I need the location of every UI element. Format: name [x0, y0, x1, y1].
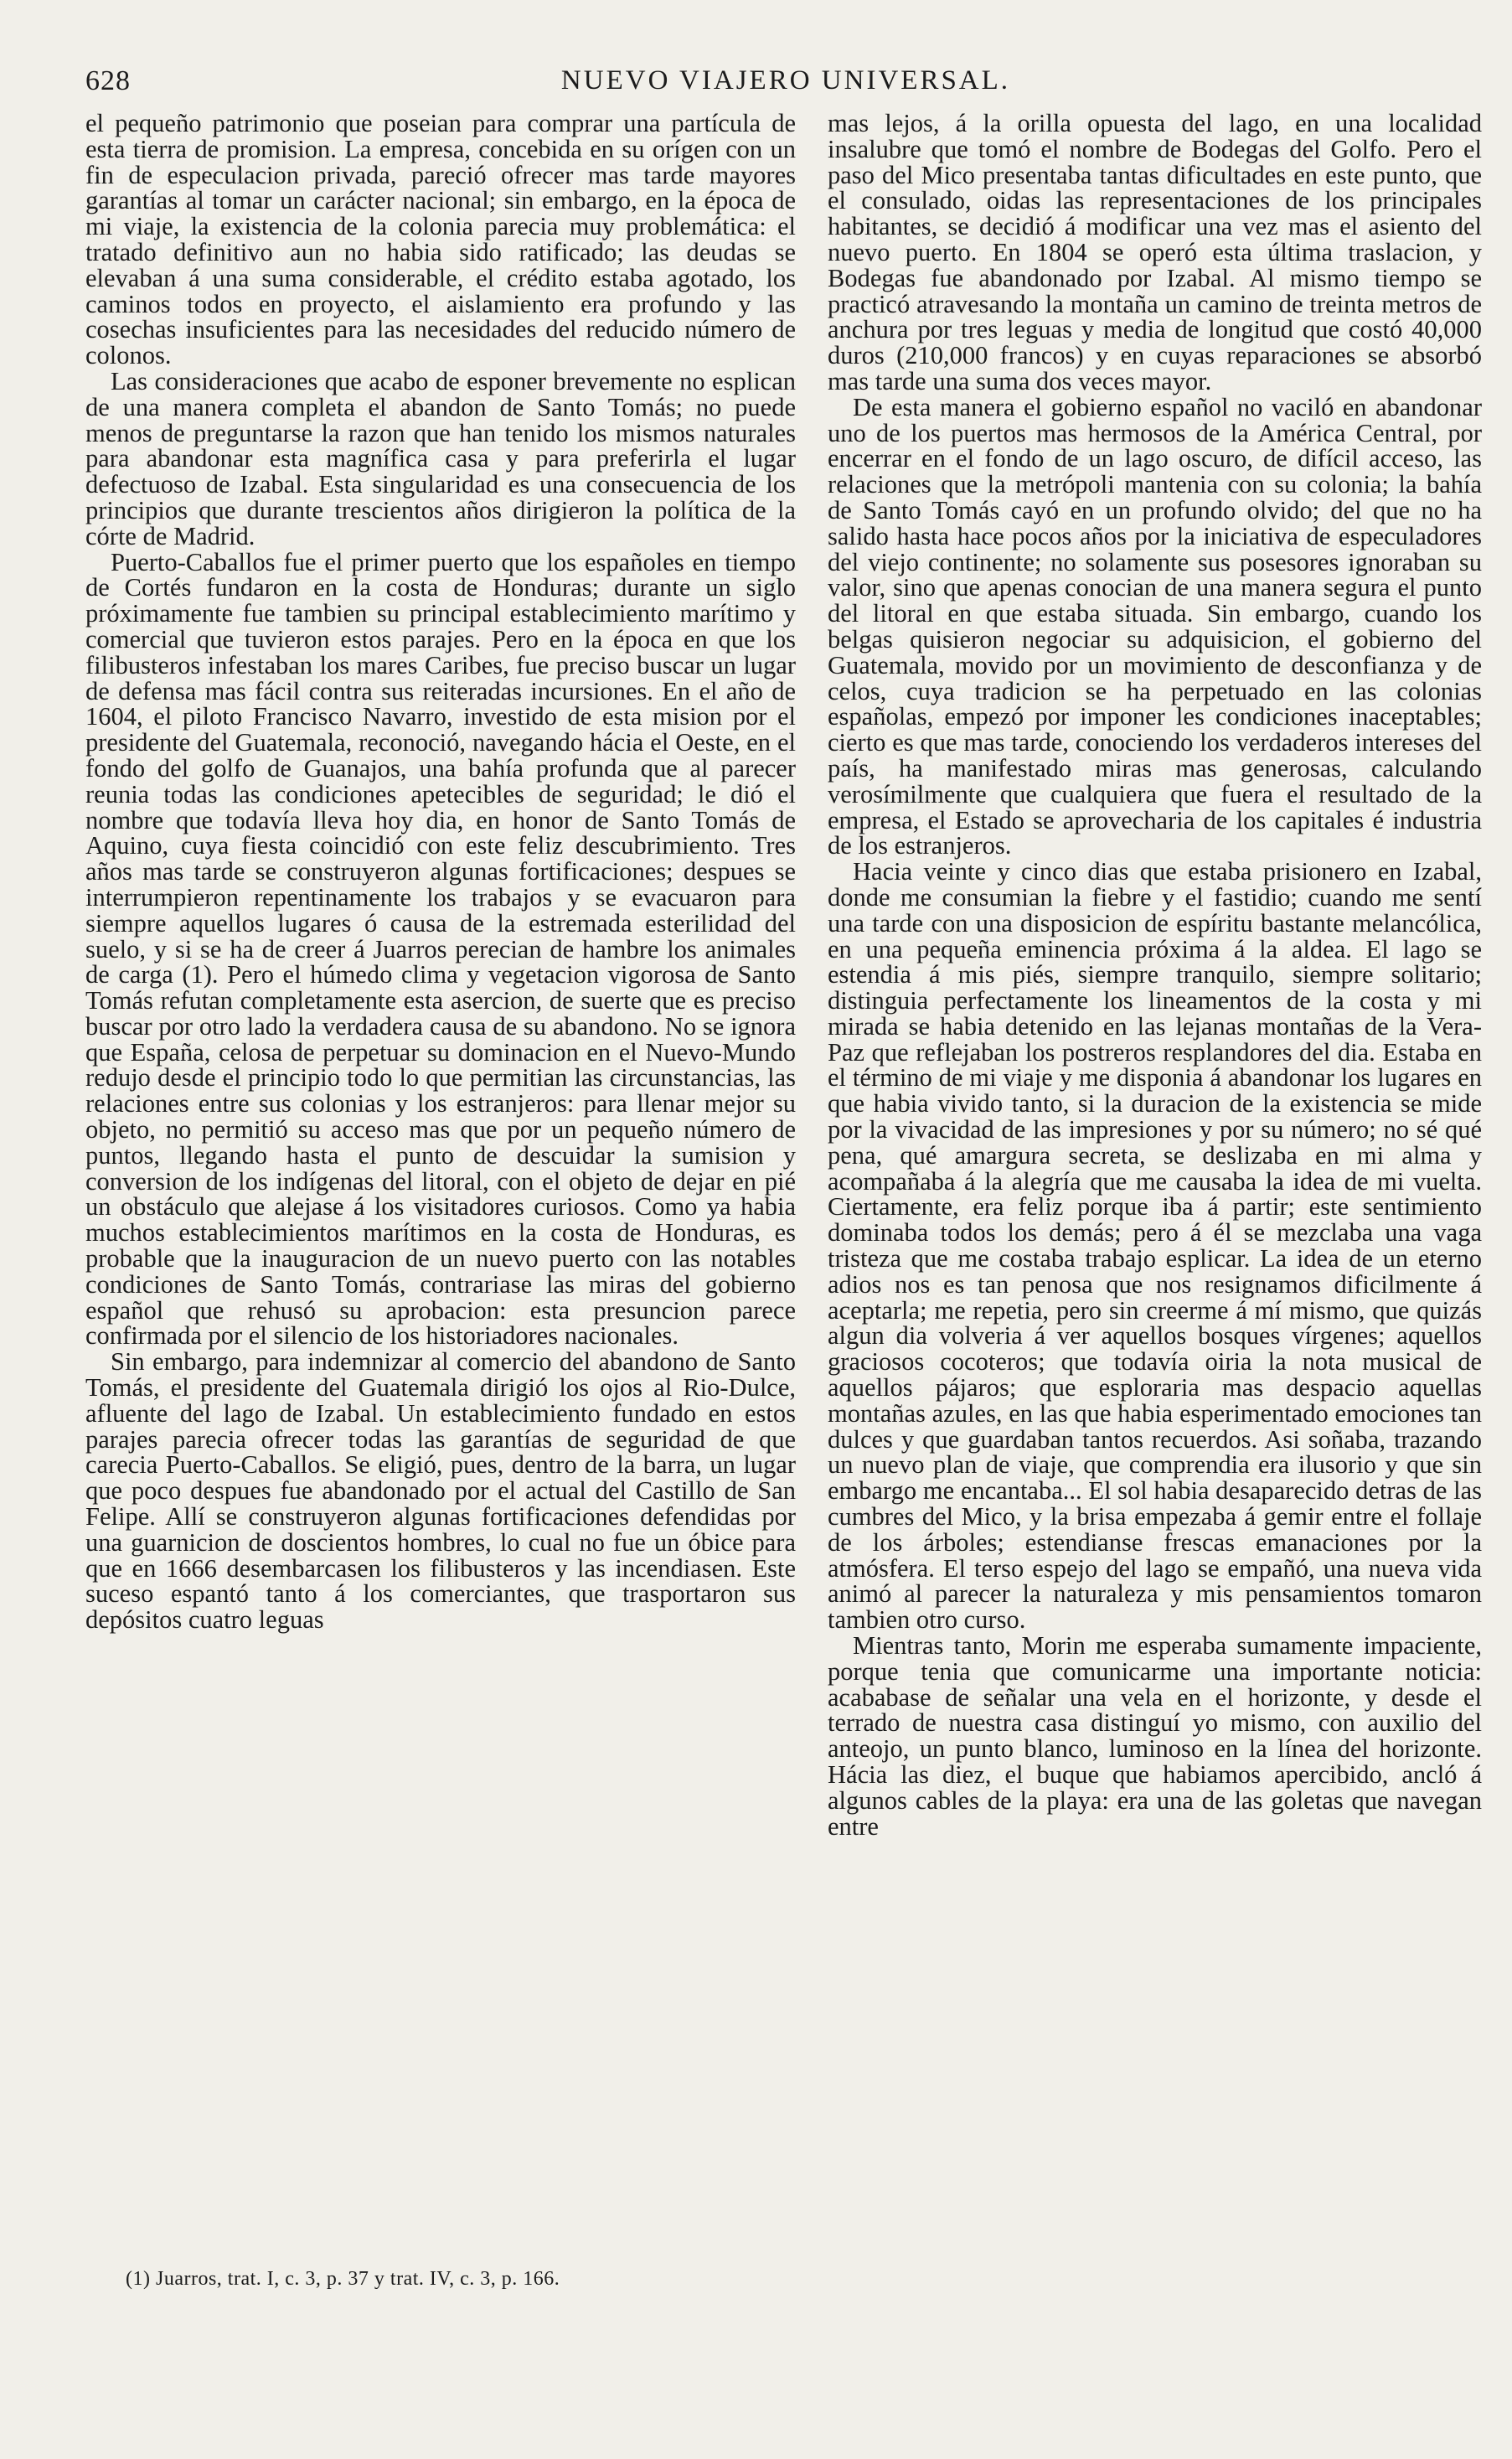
paragraph: Mientras tanto, Morin me esperaba sumamente impaciente, porque tenia que comunicarme una importante noticia: acababase de señalar una vela en el horizonte, y desde el terrado de nuestra casa distinguí yo mismo, con auxilio del anteojo, un punto blanco, luminoso en la línea del horizonte. Hácia las diez, el buque que habiamos apercibido, ancló á algunos cables de la playa: era una de las goletas que navegan entre [828, 1631, 1482, 1841]
footnote: (1) Juarros, trat. I, c. 3, p. 37 y trat. IV, c. 3, p. 166. [126, 2268, 560, 2290]
paragraph: De esta manera el gobierno español no vaciló en abandonar uno de los puertos mas hermosos de la América Central, por encerrar en el fondo de un lago oscuro, de difícil acceso, las relaciones que la metrópoli mantenia con su colonia; la bahía de Santo Tomás cayó en un profundo olvido; del que no ha salido hasta hace pocos años por la iniciativa de especuladores del viejo continente; no solamente sus posesores ignoraban su valor, sino que apenas conocian de una manera segura el punto del litoral en que estaba situada. Sin embargo, cuando los belgas quisieron negociar su adquisicion, el gobierno del Guatemala, movido por un movimiento de desconfianza y de celos, cuya tradicion se ha perpetuado en las colonias españolas, empezó por imponer les condiciones inaceptables; cierto es que mas tarde, conociendo los verdaderos intereses del país, ha manifestado miras mas generosas, calculando verosímilmente que cualquiera que fuera el resultado de la empresa, el Estado se aprovecharia de los capitales é industria de los estranjeros. [828, 392, 1482, 860]
paragraph: Las consideraciones que acabo de esponer brevemente no esplican de una manera completa el abandon de Santo Tomás; no puede menos de preguntarse la razon que han tenido los mismos naturales para abandonar esta magnífica casa y para preferirla el lugar defectuoso de Izabal. Esta singularidad es una consecuencia de los principios que durante trescientos años dirigieron la política de la córte de Madrid. [85, 366, 796, 550]
page-header [85, 65, 1486, 104]
paragraph: el pequeño patrimonio que poseian para comprar una partícula de esta tierra de promision. La empresa, concebida en su orígen con un fin de especulacion privada, pareció ofrecer mas tarde mayores garantías al tomar un carácter nacional; sin embargo, en la época de mi viaje, la existencia de la colonia parecia muy problemática: el tratado definitivo aun no habia sido ratificado; las deudas se elevaban á una suma considerable, el crédito estaba agotado, los caminos todos en proyecto, el aislamiento era profundo y las cosechas insuficientes para las necesidades del reducido número de colonos. [85, 109, 796, 370]
running-title: NUEVO VIAJERO UNIVERSAL. [560, 65, 1011, 96]
paragraph: Hacia veinte y cinco dias que estaba prisionero en Izabal, donde me consumian la fiebre y el fastidio; cuando me sentí una tarde con una disposicion de espíritu bastante melancólica, en una pequeña eminencia próxima á la aldea. El lago se estendia á mis piés, siempre tranquilo, siempre solitario; distinguia perfectamente los lineamentos de la costa y mi mirada se habia detenido en las lejanas montañas de la Vera-Paz que reflejaban los postreros resplandores del dia. Estaba en el término de mi viaje y me disponia á abandonar los lugares en que habia vivido tanto, si la duracion de la existencia se mide por la vivacidad de las impresiones y por su número; no sé qué pena, qué amargura secreta, se deslizaba en mi alma y acompañaba á la alegría que me causaba la idea de mi vuelta. Ciertamente, era feliz porque iba á partir; este sentimiento dominaba todos los demás; pero á él se mezclaba una vaga tristeza que me costaba trabajo esplicar. La idea de un eterno adios nos es tan penosa que nos resignamos dificilmente á aceptarla; me repetia, pero sin creerme á mí mismo, que quizás algun dia volveria á ver aquellos bosques vírgenes; aquellos graciosos cocoteros; que todavía oiria la nota musical de aquellos pájaros; que esploraria mas despacio aquellas montañas azules, en las que habia esperimentado emociones tan dulces y que guardaban tantos recuerdos. Asi soñaba, trazando un nuevo plan de viaje, que comprendia era ilusorio y que sin embargo me encantaba... El sol habia desaparecido detras de las cumbres del Mico, y la brisa empezaba á gemir entre el follaje de los árboles; estendianse frescas emanaciones por la atmósfera. El terso espejo del lago se empañó, una nueva vida animó al parecer la naturaleza y mis pensamientos tomaron tambien otro curso. [828, 857, 1482, 1635]
paragraph: Puerto-Caballos fue el primer puerto que los españoles en tiempo de Cortés fundaron en la costa de Honduras; durante un siglo próximamente fue tambien su principal establecimiento marítimo y comercial que tuvieron estos parajes. Pero en la época en que los filibusteros infestaban los mares Caribes, fue preciso buscar un lugar de defensa mas fácil contra sus reiteradas incursiones. En el año de 1604, el piloto Francisco Navarro, investido de esta mision por el presidente del Guatemala, reconoció, navegando hácia el Oeste, en el fondo del golfo de Guanajos, una bahía profunda que al parecer reunia todas las condiciones apetecibles de seguridad; le dió el nombre que todavía lleva hoy dia, en honor de Santo Tomás de Aquino, cuya fiesta coincidió con este feliz descubrimiento. Tres años mas tarde se construyeron algunas fortificaciones; despues se interrumpieron repentinamente los trabajos y se evacuaron para siempre aquellos lugares ó causa de la estremada esterilidad del suelo, y si se ha de creer á Juarros perecian de hambre los animales de carga (1). Pero el húmedo clima y vegetacion vigorosa de Santo Tomás refutan completamente esta asercion, de suerte que es preciso buscar por otro lado la verdadera causa de su abandono. No se ignora que España, celosa de perpetuar su dominacion en el Nuevo-Mundo redujo desde el principio todo lo que permitian las circunstancias, las relaciones entre sus colonias y los estranjeros: para llenar mejor su objeto, no permitió su acceso mas que por un pequeño número de puntos, llegando hasta el punto de descuidar la sumision y conversion de los indígenas del litoral, con el objeto de dejar en pié un obstáculo que alejase á los visitadores curiosos. Como ya habia muchos establecimientos marítimos en la costa de Honduras, es probable que la inauguracion de un nuevo puerto con las notables condiciones de Santo Tomás, contrariase las miras del gobierno español que rehusó su aprobacion: esta presuncion parece confirmada por el silencio de los historiadores nacionales. [85, 547, 796, 1351]
page-number: 628 [85, 65, 131, 96]
left-column [85, 111, 796, 1633]
paragraph: mas lejos, á la orilla opuesta del lago, en una localidad insalubre que tomó el nombre de Bodegas del Golfo. Pero el paso del Mico presentaba tantas dificultades en este punto, que el consulado, oidas las representaciones de los principales habitantes, se decidió á modificar una vez mas el asiento del nuevo puerto. En 1804 se operó esta última traslacion, y Bodegas fue abandonado por Izabal. Al mismo tiempo se practicó atravesando la montaña un camino de treinta metros de anchura por tres leguas y media de longitud que costó 40,000 duros (210,000 francos) y en cuyas reparaciones se absorbó mas tarde una suma dos veces mayor. [828, 109, 1482, 395]
paragraph: Sin embargo, para indemnizar al comercio del abandono de Santo Tomás, el presidente del Guatemala dirigió los ojos al Rio-Dulce, afluente del lago de Izabal. Un establecimiento fundado en estos parajes parecia ofrecer todas las garantías de seguridad de que carecia Puerto-Caballos. Se eligió, pues, dentro de la barra, un lugar que poco despues fue abandonado por el actual del Castillo de San Felipe. Allí se construyeron algunas fortificaciones defendidas por una guarnicion de doscientos hombres, lo cual no fue un óbice para que en 1666 desembarcasen los filibusteros y las incendiasen. Este suceso espantó tanto á los comerciantes, que trasportaron sus depósitos cuatro leguas [85, 1347, 796, 1635]
right-column [828, 111, 1482, 1839]
